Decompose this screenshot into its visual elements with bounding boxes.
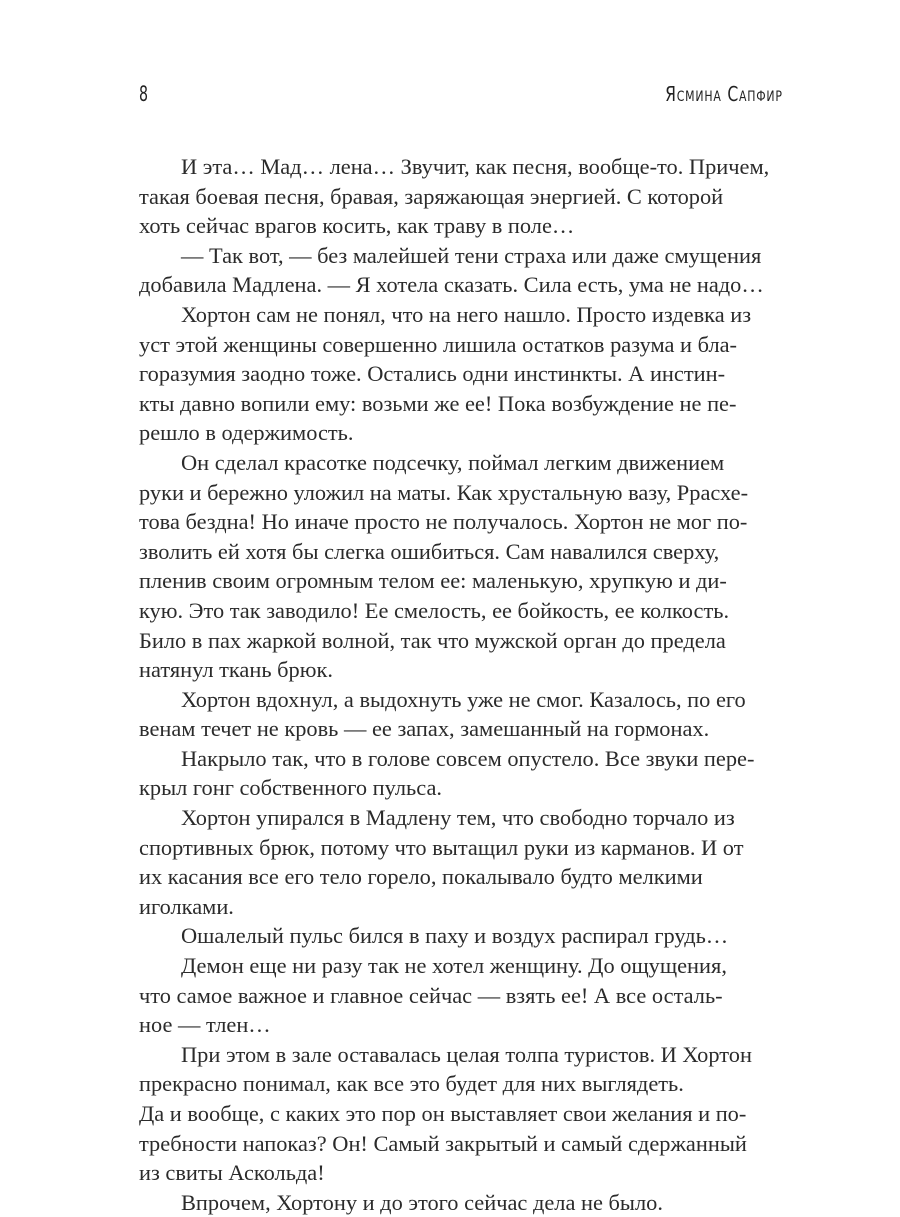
text-line: натянул ткань брюк. [139,657,333,683]
text-line: Накрыло так, что в голове совсем опустело. Все звуки пере- [181,745,755,771]
text-line: руки и бережно уложил на маты. Как хрустальную вазу, Ррасхе- [139,479,749,505]
text-line: Ошалелый пульс бился в паху и воздух распирал грудь… [181,923,729,949]
body-text [139,152,783,1217]
paragraph [139,152,783,241]
text-line: Хортон сам не понял, что на него нашло. Просто издевка из [181,301,752,327]
text-line: Демон еще ни разу так не хотел женщину. До ощущения, [181,953,727,979]
text-line: кую. Это так заводило! Ее смелость, ее бойкость, ее колкость. [139,597,730,623]
text-line: иголками. [139,893,234,919]
text-line: из свиты Аскольда! [139,1160,325,1186]
paragraph [139,951,783,1040]
page-number: 8 [139,82,149,106]
text-line: Впрочем, Хортону и до этого сейчас дела не было. [181,1189,663,1215]
text-line: Хортон вдохнул, а выдохнуть уже не смог. Казалось, по его [181,686,746,712]
text-line: пленив своим огромным телом ее: маленькую, хрупкую и ди- [139,568,727,594]
text-line: решло в одержимость. [139,420,354,446]
paragraph [139,241,783,300]
paragraph [139,1188,783,1217]
text-line: зволить ей хотя бы слегка ошибиться. Сам навалился сверху, [139,538,720,564]
text-line: Да и вообще, с каких это пор он выставляет свои желания и по- [139,1101,747,1126]
paragraph [139,300,783,448]
text-line: — Так вот, — без малейшей тени страха или даже смущения [181,242,762,268]
text-line: что самое важное и главное сейчас — взять ее! А все осталь- [139,982,723,1008]
text-line: горазумия заодно тоже. Остались одни инстинкты. А инстин- [139,361,726,387]
text-line: добавила Мадлена. — Я хотела сказать. Сила есть, ума не надо… [139,272,764,298]
text-line: Он сделал красотке подсечку, поймал легким движением [181,449,725,475]
text-line: такая боевая песня, бравая, заряжающая энергией. С которой [139,183,724,209]
author-name: Ясмина Сапфир [665,82,783,106]
text-line: уст этой женщины совершенно лишила остатков разума и бла- [139,331,738,357]
text-line: венам течет не кровь — ее запах, замешанный на гормонах. [139,716,710,742]
text-line: При этом в зале оставалась целая толпа туристов. И Хортон [181,1041,752,1067]
paragraph [139,448,783,685]
paragraph [139,685,783,744]
text-line: И эта… Мад… лена… Звучит, как песня, вообще-то. Причем, [181,154,770,179]
text-line: их касания все его тело горело, покалывало будто мелкими [139,864,703,890]
paragraph [139,1040,783,1188]
text-line: хоть сейчас врагов косить, как траву в поле… [139,213,575,239]
text-line: Било в пах жаркой волной, так что мужской орган до предела [139,627,726,653]
text-line: спортивных брюк, потому что вытащил руки из карманов. И от [139,834,744,860]
text-line: крыл гонг собственного пульса. [139,775,443,801]
running-header [139,82,783,112]
text-line: требности напоказ? Он! Самый закрытый и самый сдержанный [139,1130,747,1156]
text-line: кты давно вопили ему: возьми же ее! Пока возбуждение не пе- [139,390,737,416]
paragraph [139,921,783,951]
text-line: Хортон упирался в Мадлену тем, что свободно торчало из [181,805,735,831]
text-line: ное — тлен… [139,1012,271,1038]
text-line: прекрасно понимал, как все это будет для них выглядеть. [139,1071,684,1097]
paragraph [139,803,783,921]
text-line: това бездна! Но иначе просто не получалось. Хортон не мог по- [139,509,748,535]
paragraph [139,744,783,803]
